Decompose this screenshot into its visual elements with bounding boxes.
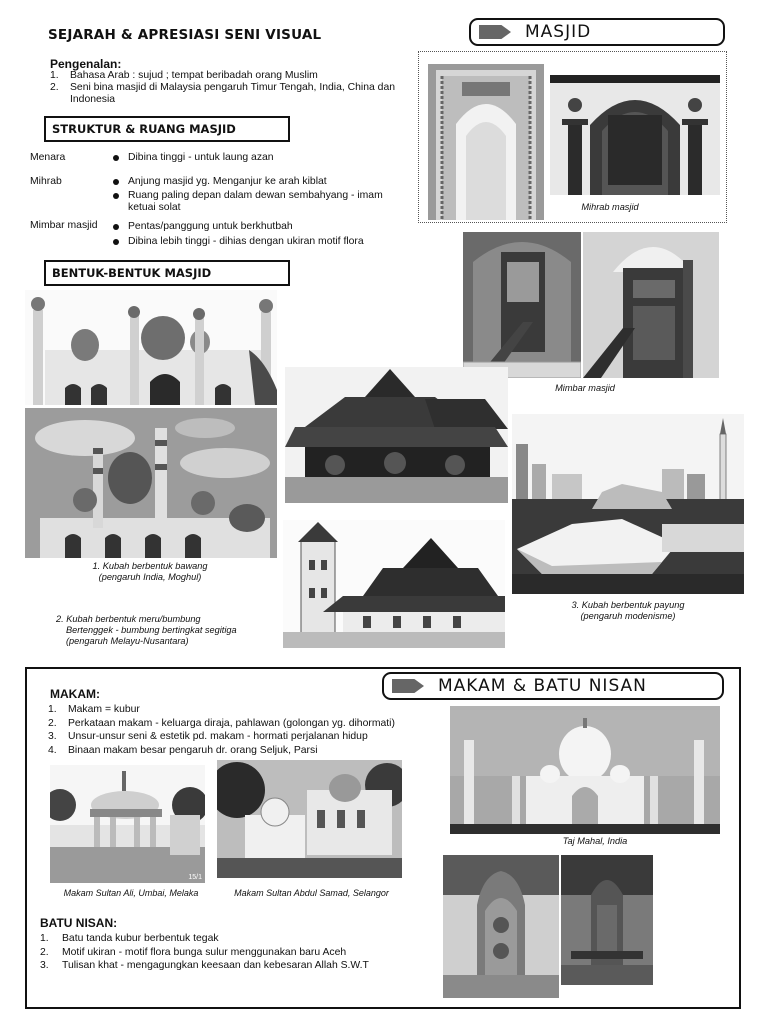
menara-points: Dibina tinggi - untuk laung azan — [113, 152, 403, 164]
arrow-icon — [392, 679, 424, 693]
mosque-photo-payung — [512, 414, 744, 594]
bentuk-heading: BENTUK-BENTUK MASJID — [44, 260, 290, 286]
batu-nisan-photo-2 — [561, 855, 653, 985]
list-item: 3. Tulisan khat - mengagungkan keesaan dan kebesaran Allah S.W.T — [40, 960, 369, 971]
caption-kubah-payung: 3. Kubah berbentuk payung (pengaruh modenisme) — [571, 600, 685, 621]
mimbar-points: Pentas/panggung untuk berkhutbah Dibina lebih tinggi - dihias dengan ukiran motif flora — [113, 221, 403, 248]
list-item: 2. Seni bina masjid di Malaysia pengaruh Timur Tengah, India, China dan Indonesia — [50, 82, 395, 105]
pengenalan-heading: Pengenalan: — [50, 57, 122, 71]
list-item: 3. Unsur-unsur seni & estetik pd. makam - hormati perjalanan hidup — [48, 731, 368, 742]
batu-nisan-list — [40, 932, 440, 973]
pengenalan-list — [50, 70, 420, 106]
mihrab-caption: Mihrab masjid — [581, 202, 639, 212]
list-item: 1. Batu tanda kubur berbentuk tegak — [40, 933, 219, 944]
arrow-icon — [479, 25, 511, 39]
mosque-photo-meru-1 — [285, 367, 508, 503]
batu-nisan-heading: BATU NISAN: — [40, 916, 118, 930]
page-title: SEJARAH & APRESIASI SENI VISUAL — [48, 27, 322, 43]
makam-sultan-samad-photo — [217, 760, 402, 878]
taj-mahal-photo — [450, 706, 720, 834]
makam-sultan-ali-photo — [50, 765, 205, 883]
caption-kubah-meru: 2. Kubah berbentuk meru/bumbung Bertenggek - bumbung bertingkat segitiga (pengaruh Melayu-Nusantara) — [56, 614, 237, 646]
mosque-photo-meru-2 — [283, 520, 505, 648]
list-item: 4. Binaan makam besar pengaruh dr. orang Seljuk, Parsi — [48, 744, 318, 756]
batu-nisan-photo-1 — [443, 855, 559, 998]
masjid-banner — [469, 18, 725, 46]
list-item: 2. Motif ukiran - motif flora bunga sulur menggunakan baru Aceh — [40, 946, 347, 958]
mimbar-photo-2 — [583, 232, 719, 378]
makam-list — [48, 703, 448, 757]
struktur-heading: STRUKTUR & RUANG MASJID — [44, 116, 290, 142]
term-mihrab: Mihrab — [30, 176, 62, 187]
makam-heading: MAKAM: — [50, 687, 100, 701]
caption-makam-sultan-samad: Makam Sultan Abdul Samad, Selangor — [234, 888, 389, 898]
list-item: 1. Makam = kubur — [48, 704, 140, 715]
mihrab-photo-1 — [428, 64, 544, 220]
masjid-banner-label: MASJID — [525, 22, 592, 42]
mimbar-caption: Mimbar masjid — [555, 383, 615, 393]
mimbar-photo-1 — [463, 232, 581, 378]
mosque-photo-onion-1 — [25, 290, 277, 405]
caption-makam-sultan-ali: Makam Sultan Ali, Umbai, Melaka — [63, 888, 199, 898]
mihrab-points: Anjung masjid yg. Menganjur ke arah kiblat Ruang paling depan dalam dewan sembahyang - imam ketuai solat — [113, 176, 398, 214]
term-menara: Menara — [30, 152, 66, 163]
mihrab-photo-2 — [550, 75, 720, 195]
photo-stamp: 15/1 — [188, 874, 202, 881]
list-item: 1. Bahasa Arab : sujud ; tempat beribadah orang Muslim — [50, 70, 318, 81]
list-item: 2. Perkataan makam - keluarga diraja, pahlawan (golongan yg. dihormati) — [48, 717, 395, 729]
makam-banner-label: MAKAM & BATU NISAN — [438, 676, 647, 696]
caption-taj-mahal: Taj Mahal, India — [562, 836, 628, 846]
term-mimbar: Mimbar masjid — [30, 220, 98, 231]
makam-banner — [382, 672, 724, 700]
caption-kubah-bawang: 1. Kubah berbentuk bawang (pengaruh India, Moghul) — [92, 561, 208, 582]
mosque-photo-onion-2 — [25, 408, 277, 558]
